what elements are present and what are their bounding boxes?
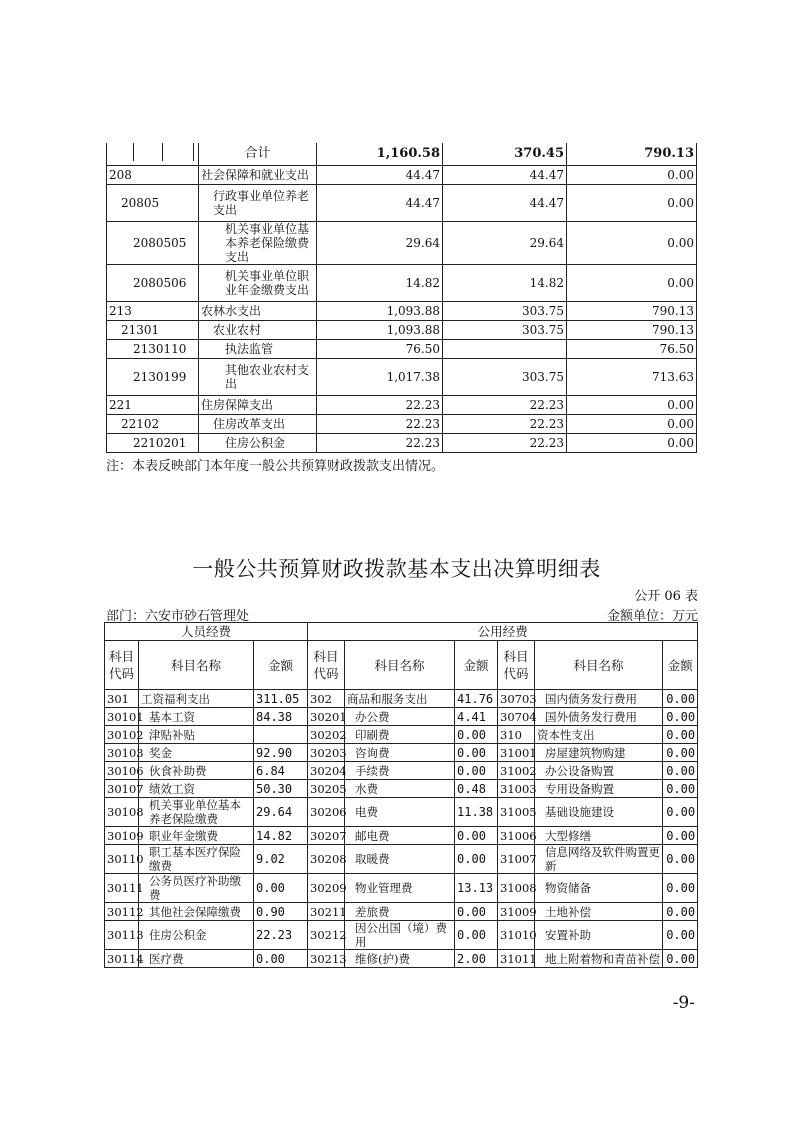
col-name: 科目名称 — [139, 641, 254, 690]
public-code: 30213 — [308, 950, 345, 968]
table-row — [107, 166, 697, 185]
public-name: 取暖费 — [345, 845, 455, 874]
public-code: 30201 — [308, 708, 345, 726]
amount-total: 22.23 — [317, 434, 443, 453]
form-number: 公开 06 表 — [634, 589, 698, 604]
table-row — [105, 950, 698, 968]
public-name: 办公费 — [345, 708, 455, 726]
amount-basic — [443, 340, 567, 359]
public-amount: 13.13 — [455, 874, 498, 903]
table-row — [107, 396, 697, 415]
personnel-amount: 29.64 — [254, 798, 308, 827]
public-code-2: 31010 — [498, 921, 535, 950]
public-amount: 0.00 — [455, 845, 498, 874]
public-name: 咨询费 — [345, 744, 455, 762]
amount-project: 790.13 — [567, 321, 697, 340]
col-code: 科目代码 — [308, 641, 345, 690]
public-name-2: 物资储备 — [535, 874, 663, 903]
col-amount: 金额 — [254, 641, 308, 690]
amount-total: 22.23 — [317, 396, 443, 415]
subject-code: 221 — [107, 396, 199, 415]
public-name: 邮电费 — [345, 827, 455, 845]
subject-name: 社会保障和就业支出 — [199, 166, 317, 185]
public-amount-2: 0.00 — [663, 845, 698, 874]
amount-project: 0.00 — [567, 222, 697, 265]
public-amount: 0.00 — [455, 762, 498, 780]
group-personnel: 人员经费 — [105, 623, 308, 641]
table-row — [105, 874, 698, 903]
public-name: 差旅费 — [345, 903, 455, 921]
public-code-2: 30703 — [498, 690, 535, 708]
personnel-code: 30112 — [105, 903, 139, 921]
table-row — [105, 708, 698, 726]
public-code-2: 31001 — [498, 744, 535, 762]
subject-code: 2080506 — [107, 265, 199, 302]
table-row — [105, 921, 698, 950]
personnel-code: 30110 — [105, 845, 139, 874]
table-row — [107, 222, 697, 265]
public-amount: 0.00 — [455, 726, 498, 744]
amount-total: 29.64 — [317, 222, 443, 265]
amount-basic: 44.47 — [443, 166, 567, 185]
public-amount: 41.76 — [455, 690, 498, 708]
personnel-code: 30107 — [105, 780, 139, 798]
subject-code: 2080505 — [107, 222, 199, 265]
table-row — [107, 302, 697, 321]
amount-project: 0.00 — [567, 265, 697, 302]
personnel-name: 职工基本医疗保险缴费 — [139, 845, 254, 874]
subject-name: 机关事业单位职业年金缴费支出 — [199, 265, 317, 302]
table-note: 注：本表反映部门本年度一般公共预算财政拨款支出情况。 — [106, 459, 445, 474]
personnel-name: 伙食补助费 — [139, 762, 254, 780]
amount-project: 790.13 — [567, 302, 697, 321]
public-code-2: 310 — [498, 726, 535, 744]
public-code-2: 30704 — [498, 708, 535, 726]
total-amount: 1,160.58 — [317, 143, 443, 166]
public-amount: 0.48 — [455, 780, 498, 798]
personnel-code: 30113 — [105, 921, 139, 950]
personnel-amount: 6.84 — [254, 762, 308, 780]
col-amount: 金额 — [663, 641, 698, 690]
personnel-amount: 311.05 — [254, 690, 308, 708]
amount-basic: 14.82 — [443, 265, 567, 302]
public-name-2: 房屋建筑物购建 — [535, 744, 663, 762]
amount-project: 0.00 — [567, 434, 697, 453]
personnel-name: 津贴补贴 — [139, 726, 254, 744]
personnel-amount: 92.90 — [254, 744, 308, 762]
amount-total: 44.47 — [317, 185, 443, 222]
subject-name: 农业农村 — [199, 321, 317, 340]
public-amount: 0.00 — [455, 921, 498, 950]
public-code-2: 31005 — [498, 798, 535, 827]
public-code: 30202 — [308, 726, 345, 744]
personnel-name: 机关事业单位基本养老保险缴费 — [139, 798, 254, 827]
public-code: 30205 — [308, 780, 345, 798]
unit-label: 金额单位：万元 — [606, 609, 698, 624]
subject-name: 住房公积金 — [199, 434, 317, 453]
table-row — [105, 845, 698, 874]
total-basic: 370.45 — [443, 143, 567, 166]
subject-code: 2130110 — [107, 340, 199, 359]
personnel-code: 301 — [105, 690, 139, 708]
public-code: 30206 — [308, 798, 345, 827]
public-code-2: 31003 — [498, 780, 535, 798]
department-label: 部门：六安市砂石管理处 — [106, 609, 250, 624]
public-name-2: 信息网络及软件购置更新 — [535, 845, 663, 874]
amount-total: 1,093.88 — [317, 302, 443, 321]
public-amount-2: 0.00 — [663, 874, 698, 903]
public-name-2: 国外债务发行费用 — [535, 708, 663, 726]
public-amount-2: 0.00 — [663, 921, 698, 950]
public-amount-2: 0.00 — [663, 903, 698, 921]
personnel-name: 奖金 — [139, 744, 254, 762]
amount-total: 22.23 — [317, 415, 443, 434]
personnel-name: 其他社会保障缴费 — [139, 903, 254, 921]
amount-total: 14.82 — [317, 265, 443, 302]
page-title: 一般公共预算财政拨款基本支出决算明细表 — [192, 557, 601, 581]
column-header-row — [105, 641, 698, 690]
public-name: 水费 — [345, 780, 455, 798]
amount-project: 0.00 — [567, 396, 697, 415]
subject-code: 2130199 — [107, 359, 199, 396]
page-number: -9- — [672, 993, 695, 1013]
public-name: 因公出国（境）费用 — [345, 921, 455, 950]
public-code-2: 31011 — [498, 950, 535, 968]
col-amount: 金额 — [455, 641, 498, 690]
table-row — [105, 690, 698, 708]
public-code: 30208 — [308, 845, 345, 874]
personnel-amount: 0.00 — [254, 874, 308, 903]
public-amount: 0.00 — [455, 903, 498, 921]
public-code: 30207 — [308, 827, 345, 845]
personnel-code: 30101 — [105, 708, 139, 726]
public-amount-2: 0.00 — [663, 726, 698, 744]
personnel-amount: 14.82 — [254, 827, 308, 845]
group-header-row — [105, 623, 698, 641]
personnel-code: 30109 — [105, 827, 139, 845]
amount-project: 0.00 — [567, 166, 697, 185]
personnel-amount: 50.30 — [254, 780, 308, 798]
public-amount: 0.00 — [455, 744, 498, 762]
personnel-amount — [254, 726, 308, 744]
amount-total: 1,093.88 — [317, 321, 443, 340]
public-name: 商品和服务支出 — [345, 690, 455, 708]
col-name: 科目名称 — [535, 641, 663, 690]
amount-basic: 22.23 — [443, 396, 567, 415]
public-code: 30211 — [308, 903, 345, 921]
subject-name: 其他农业农村支出 — [199, 359, 317, 396]
subject-code: 21301 — [107, 321, 199, 340]
subject-code: 2210201 — [107, 434, 199, 453]
personnel-code: 30114 — [105, 950, 139, 968]
public-amount: 2.00 — [455, 950, 498, 968]
public-name: 物业管理费 — [345, 874, 455, 903]
public-code-2: 31008 — [498, 874, 535, 903]
personnel-amount: 0.00 — [254, 950, 308, 968]
col-name: 科目名称 — [345, 641, 455, 690]
amount-basic: 303.75 — [443, 359, 567, 396]
public-code-2: 31007 — [498, 845, 535, 874]
subject-name: 住房保障支出 — [199, 396, 317, 415]
amount-project: 713.63 — [567, 359, 697, 396]
table-row — [105, 726, 698, 744]
public-amount-2: 0.00 — [663, 798, 698, 827]
amount-project: 0.00 — [567, 415, 697, 434]
personnel-name: 基本工资 — [139, 708, 254, 726]
amount-basic: 22.23 — [443, 415, 567, 434]
col-code: 科目代码 — [498, 641, 535, 690]
public-code: 30203 — [308, 744, 345, 762]
public-amount-2: 0.00 — [663, 690, 698, 708]
public-name: 印刷费 — [345, 726, 455, 744]
table-row — [107, 340, 697, 359]
public-code: 30212 — [308, 921, 345, 950]
personnel-amount: 9.02 — [254, 845, 308, 874]
amount-total: 44.47 — [317, 166, 443, 185]
public-code-2: 31009 — [498, 903, 535, 921]
public-amount: 0.00 — [455, 827, 498, 845]
personnel-amount: 22.23 — [254, 921, 308, 950]
public-name-2: 办公设备购置 — [535, 762, 663, 780]
table-row — [105, 798, 698, 827]
personnel-name: 住房公积金 — [139, 921, 254, 950]
amount-project: 0.00 — [567, 185, 697, 222]
public-name-2: 国内债务发行费用 — [535, 690, 663, 708]
personnel-code: 30102 — [105, 726, 139, 744]
col-code: 科目代码 — [105, 641, 139, 690]
amount-basic: 44.47 — [443, 185, 567, 222]
total-project: 790.13 — [567, 143, 697, 166]
public-code: 30209 — [308, 874, 345, 903]
table-row — [107, 321, 697, 340]
public-amount-2: 0.00 — [663, 780, 698, 798]
table-row — [105, 762, 698, 780]
public-name-2: 专用设备购置 — [535, 780, 663, 798]
public-name-2: 资本性支出 — [535, 726, 663, 744]
personnel-name: 工资福利支出 — [139, 690, 254, 708]
personnel-amount: 84.38 — [254, 708, 308, 726]
personnel-name: 绩效工资 — [139, 780, 254, 798]
personnel-code: 30106 — [105, 762, 139, 780]
personnel-amount: 0.90 — [254, 903, 308, 921]
subject-name: 农林水支出 — [199, 302, 317, 321]
basic-expenditure-table — [104, 622, 698, 968]
amount-basic: 303.75 — [443, 321, 567, 340]
public-amount-2: 0.00 — [663, 708, 698, 726]
personnel-name: 医疗费 — [139, 950, 254, 968]
personnel-code: 30103 — [105, 744, 139, 762]
personnel-code: 30111 — [105, 874, 139, 903]
subject-name: 住房改革支出 — [199, 415, 317, 434]
group-public: 公用经费 — [308, 623, 698, 641]
amount-project: 76.50 — [567, 340, 697, 359]
public-amount-2: 0.00 — [663, 827, 698, 845]
public-name: 电费 — [345, 798, 455, 827]
public-amount-2: 0.00 — [663, 744, 698, 762]
table-row — [105, 903, 698, 921]
subject-code: 22102 — [107, 415, 199, 434]
public-amount: 4.41 — [455, 708, 498, 726]
subject-code: 20805 — [107, 185, 199, 222]
public-amount-2: 0.00 — [663, 762, 698, 780]
public-name-2: 大型修缮 — [535, 827, 663, 845]
table-row — [107, 415, 697, 434]
table-row — [107, 359, 697, 396]
public-amount-2: 0.00 — [663, 950, 698, 968]
subject-name: 行政事业单位养老支出 — [199, 185, 317, 222]
table-row — [105, 827, 698, 845]
table-row — [105, 744, 698, 762]
public-code-2: 31006 — [498, 827, 535, 845]
table-row — [107, 265, 697, 302]
public-name-2: 地上附着物和青苗补偿 — [535, 950, 663, 968]
public-name-2: 基础设施建设 — [535, 798, 663, 827]
public-name-2: 土地补偿 — [535, 903, 663, 921]
public-name: 手续费 — [345, 762, 455, 780]
subject-name: 机关事业单位基本养老保险缴费支出 — [199, 222, 317, 265]
personnel-name: 公务员医疗补助缴费 — [139, 874, 254, 903]
subject-code: 213 — [107, 302, 199, 321]
total-row — [107, 143, 697, 166]
amount-basic: 29.64 — [443, 222, 567, 265]
public-name-2: 安置补助 — [535, 921, 663, 950]
table-row — [105, 780, 698, 798]
personnel-name: 职业年金缴费 — [139, 827, 254, 845]
expenditure-table — [106, 143, 697, 453]
public-code: 302 — [308, 690, 345, 708]
public-code-2: 31002 — [498, 762, 535, 780]
public-code: 30204 — [308, 762, 345, 780]
code-cell — [107, 143, 199, 166]
public-name: 维修(护)费 — [345, 950, 455, 968]
subject-code: 208 — [107, 166, 199, 185]
amount-total: 76.50 — [317, 340, 443, 359]
subject-name: 执法监管 — [199, 340, 317, 359]
amount-basic: 303.75 — [443, 302, 567, 321]
personnel-code: 30108 — [105, 798, 139, 827]
public-amount: 11.38 — [455, 798, 498, 827]
total-label: 合计 — [199, 143, 317, 166]
table-row — [107, 185, 697, 222]
amount-total: 1,017.38 — [317, 359, 443, 396]
table-row — [107, 434, 697, 453]
amount-basic: 22.23 — [443, 434, 567, 453]
